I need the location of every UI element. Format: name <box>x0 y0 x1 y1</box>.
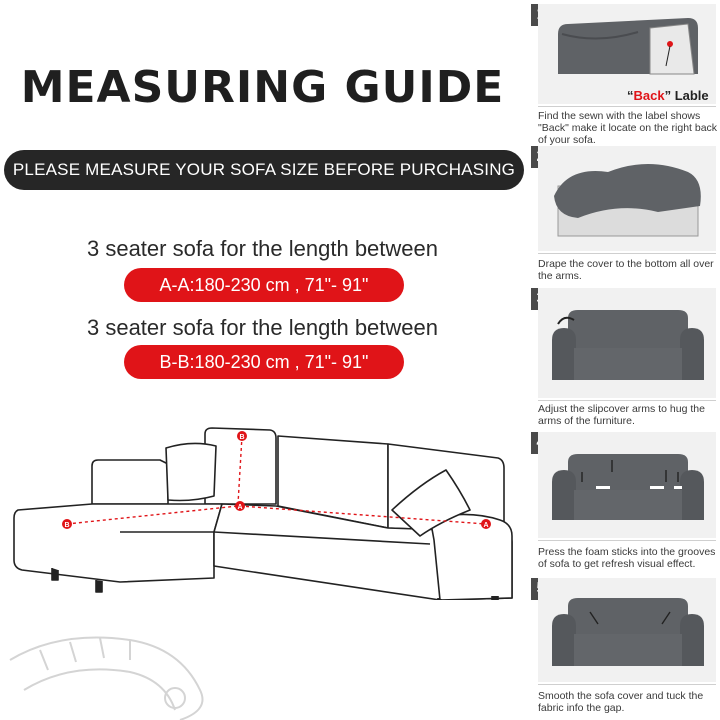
measuring-tape-icon <box>0 600 240 720</box>
step-2-image <box>538 146 716 251</box>
step-1-divider <box>538 106 716 107</box>
step-4-image <box>538 432 716 538</box>
step-3-description: Adjust the slipcover arms to hug the arms of the furniture. <box>538 403 705 427</box>
step-3-divider <box>538 400 716 401</box>
sectional-sofa-diagram <box>0 420 525 600</box>
page-title: MEASURING GUIDE <box>20 62 505 113</box>
spec-line-b: 3 seater sofa for the length between <box>86 315 438 340</box>
spec-pill-a: A-A:180-230 cm , 71"- 91" <box>124 268 404 302</box>
step-4-divider <box>538 540 716 541</box>
marker-a-center: A <box>237 504 243 511</box>
sofa-adjust-arms-icon <box>538 288 716 398</box>
back-label-quote-close: ” <box>664 88 672 103</box>
marker-b-top: B <box>239 434 245 441</box>
step-4-description: Press the foam sticks into the grooves of sofa to get refresh visual effect. <box>538 546 716 570</box>
step-5-divider <box>538 684 716 685</box>
step-2-description: Drape the cover to the bottom all over the arms. <box>538 258 714 282</box>
back-label-word: Back <box>633 88 665 103</box>
marker-a-right: A <box>483 522 489 529</box>
step-3-image <box>538 288 716 398</box>
sofa-smooth-cover-icon <box>538 578 716 682</box>
back-label-caption <box>627 88 709 103</box>
sofa-foam-sticks-icon <box>538 432 716 538</box>
marker-b-seat: B <box>64 522 70 529</box>
back-label-quote-open: “ <box>627 88 634 103</box>
spec-pill-b: B-B:180-230 cm , 71"- 91" <box>124 345 404 379</box>
step-5-description: Smooth the sofa cover and tuck the fabric info the gap. <box>538 690 704 714</box>
spec-line-a: 3 seater sofa for the length between <box>86 236 438 261</box>
sofa-drape-cover-icon <box>538 146 716 251</box>
installation-steps-panel <box>527 0 720 720</box>
back-label-suffix: Lable <box>671 88 709 103</box>
step-2-divider <box>538 253 716 254</box>
instruction-banner: PLEASE MEASURE YOUR SOFA SIZE BEFORE PURCHASING <box>4 150 524 190</box>
step-5-image <box>538 578 716 682</box>
step-1-description: Find the sewn with the label shows "Back" make it locate on the right back of your sofa. <box>538 110 718 146</box>
